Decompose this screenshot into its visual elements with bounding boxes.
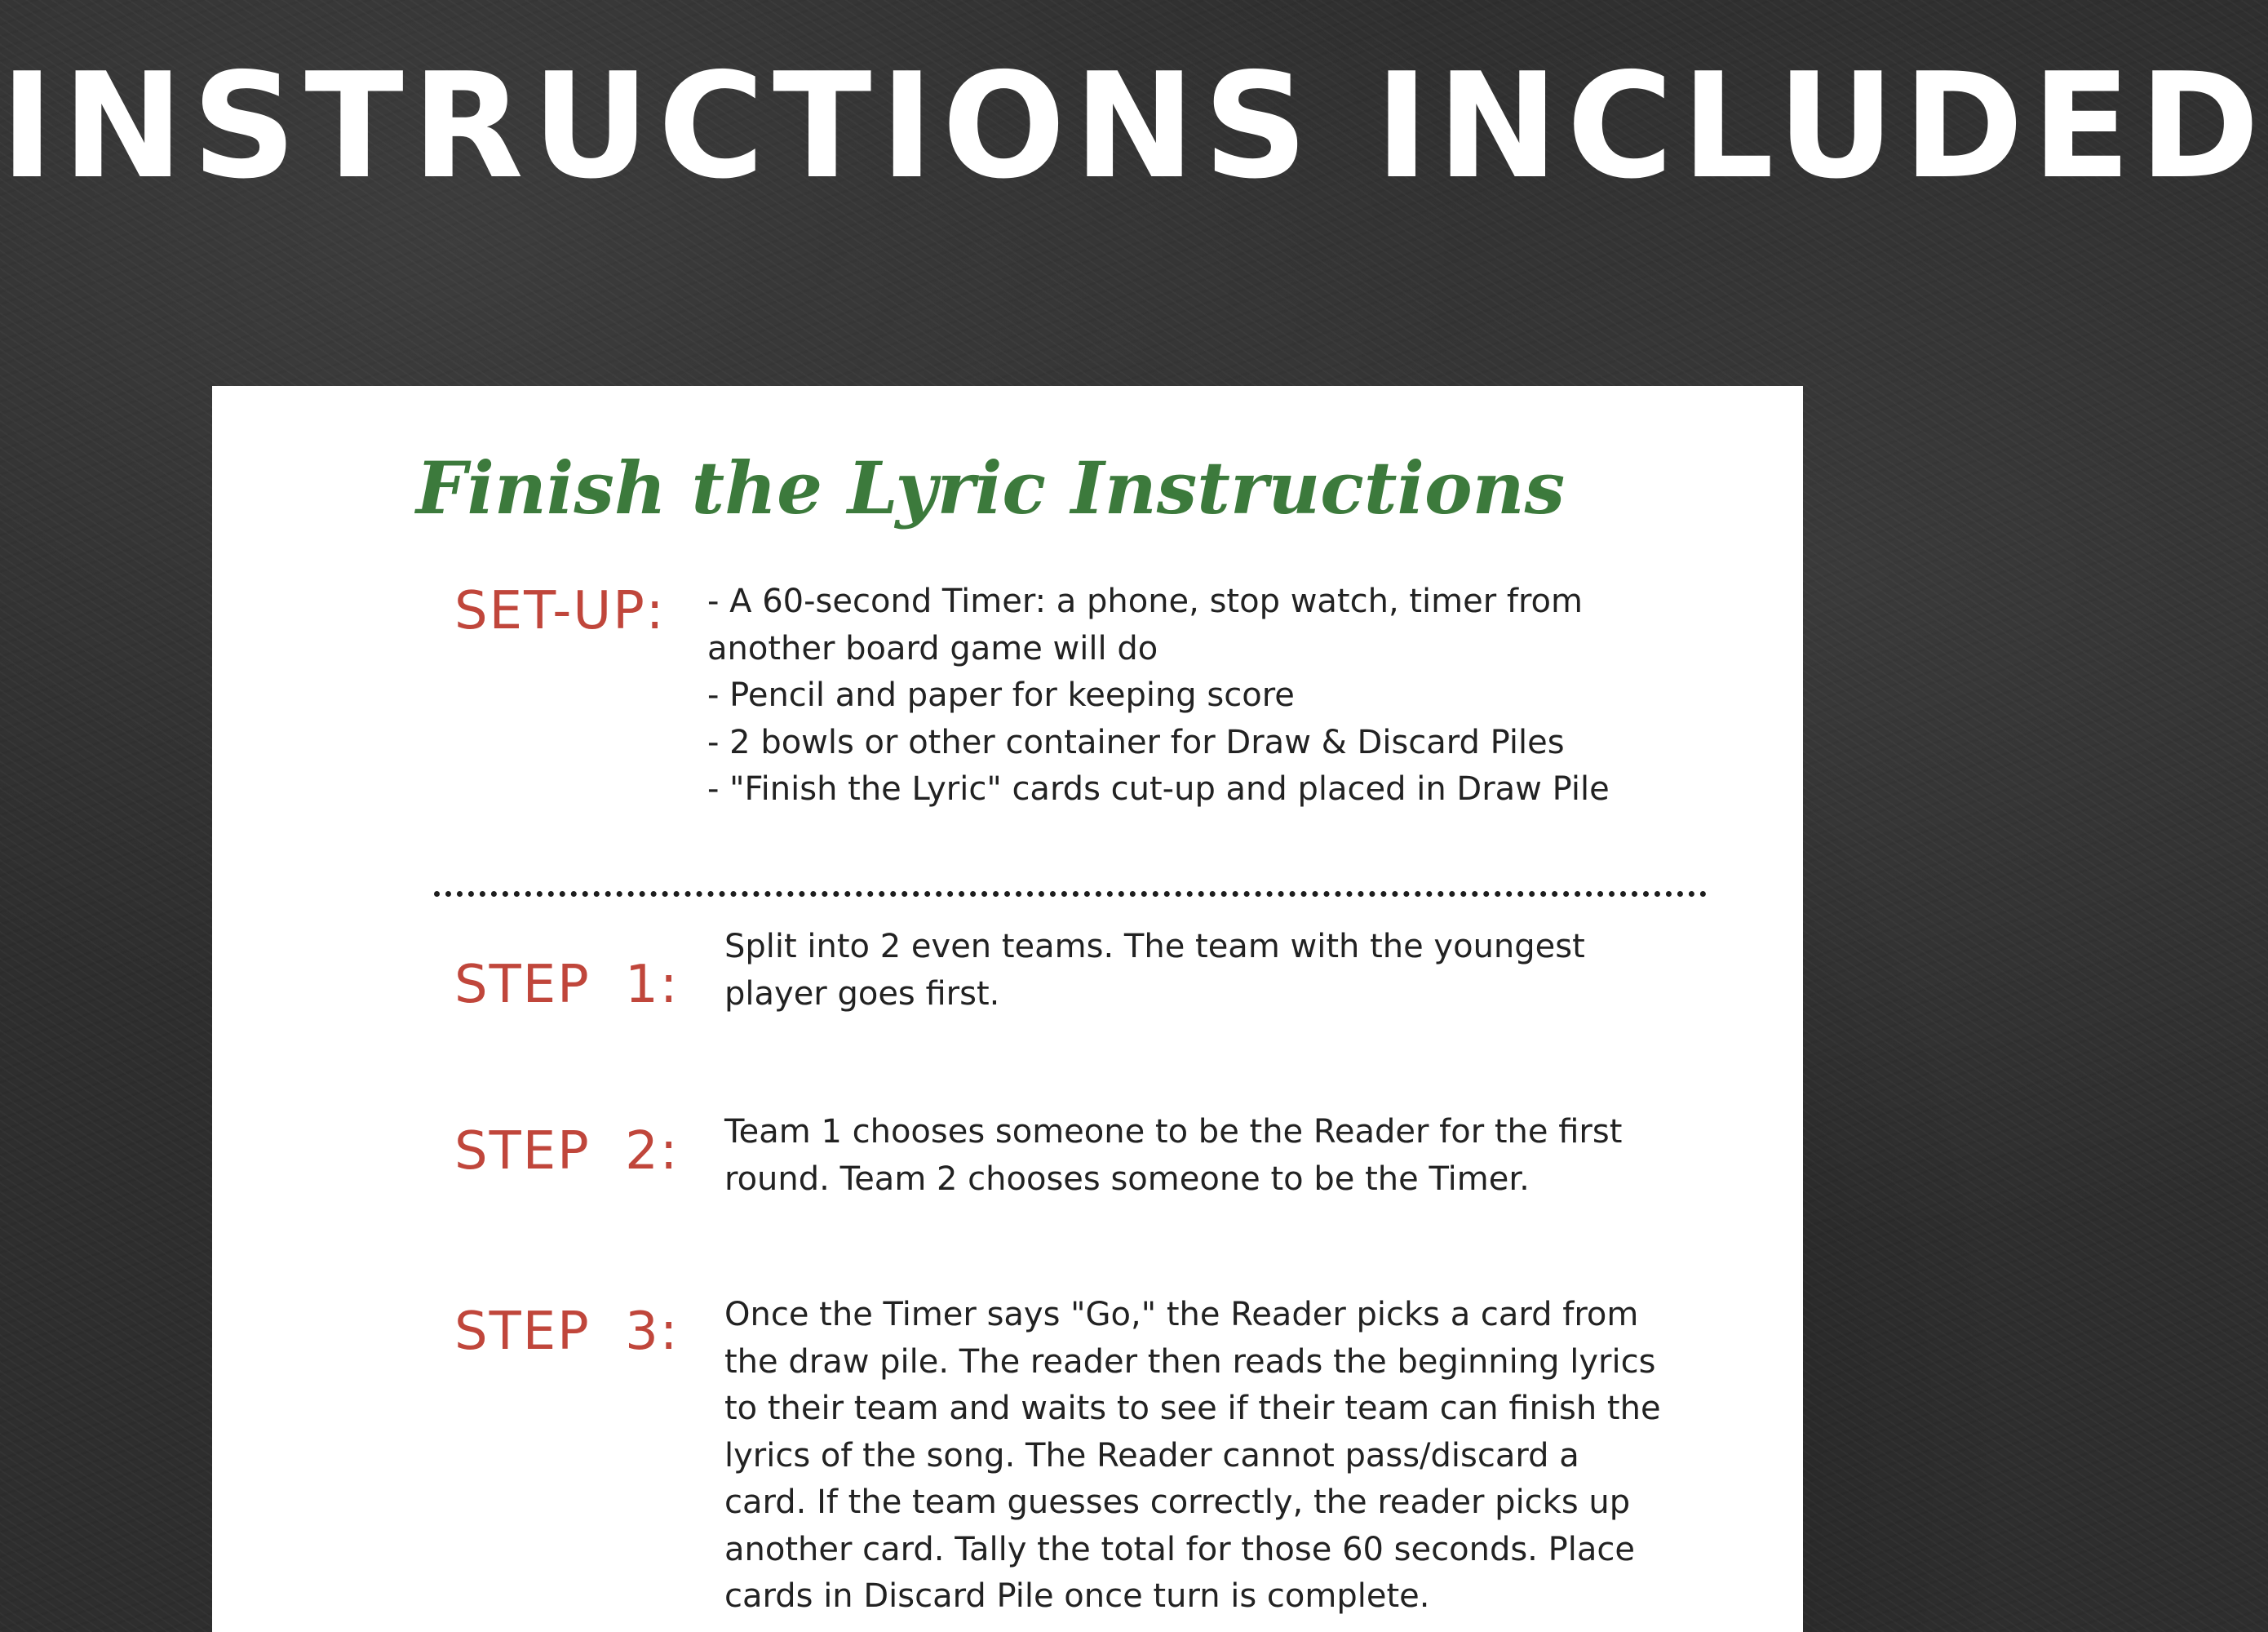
step-line: to their team and waits to see if their team can finish the <box>724 1390 1661 1427</box>
step-line: player goes first. <box>724 974 1000 1013</box>
step-3-text <box>724 1292 1661 1621</box>
instruction-sheet <box>212 386 1803 1632</box>
setup-label: SET-UP: <box>454 581 666 641</box>
setup-line: - "Finish the Lyric" cards cut-up and placed in Draw Pile <box>707 770 1610 808</box>
step-line: cards in Discard Pile once turn is complete. <box>724 1577 1430 1615</box>
step-line: the draw pile. The reader then reads the beginning lyrics <box>724 1342 1656 1381</box>
step-2-text <box>724 1109 1622 1203</box>
setup-list <box>707 579 1610 814</box>
step-1-text <box>724 924 1585 1018</box>
step-1-label: STEP 1: <box>454 955 680 1015</box>
setup-line: - A 60-second Timer: a phone, stop watch, timer from <box>707 583 1583 620</box>
step-line: round. Team 2 chooses someone to be the Timer. <box>724 1160 1530 1198</box>
document-title: Finish the Lyric Instructions <box>416 446 1566 530</box>
setup-line: - 2 bowls or other container for Draw & Discard Piles <box>707 723 1565 761</box>
setup-line: another board game will do <box>707 629 1158 667</box>
step-line: card. If the team guesses correctly, the reader picks up <box>724 1483 1631 1521</box>
step-line: another card. Tally the total for those 60 seconds. Place <box>724 1530 1635 1568</box>
step-3-label: STEP 3: <box>454 1302 680 1362</box>
step-2-label: STEP 2: <box>454 1121 680 1182</box>
setup-line: - Pencil and paper for keeping score <box>707 676 1295 714</box>
step-line: Once the Timer says "Go," the Reader picks a card from <box>724 1296 1639 1333</box>
step-line: Split into 2 even teams. The team with the youngest <box>724 928 1585 965</box>
step-line: Team 1 chooses someone to be the Reader for the first <box>724 1113 1623 1151</box>
banner-title: INSTRUCTIONS INCLUDED <box>0 42 2268 211</box>
dotted-divider <box>434 891 1707 897</box>
step-line: lyrics of the song. The Reader cannot pass/discard a <box>724 1436 1579 1475</box>
